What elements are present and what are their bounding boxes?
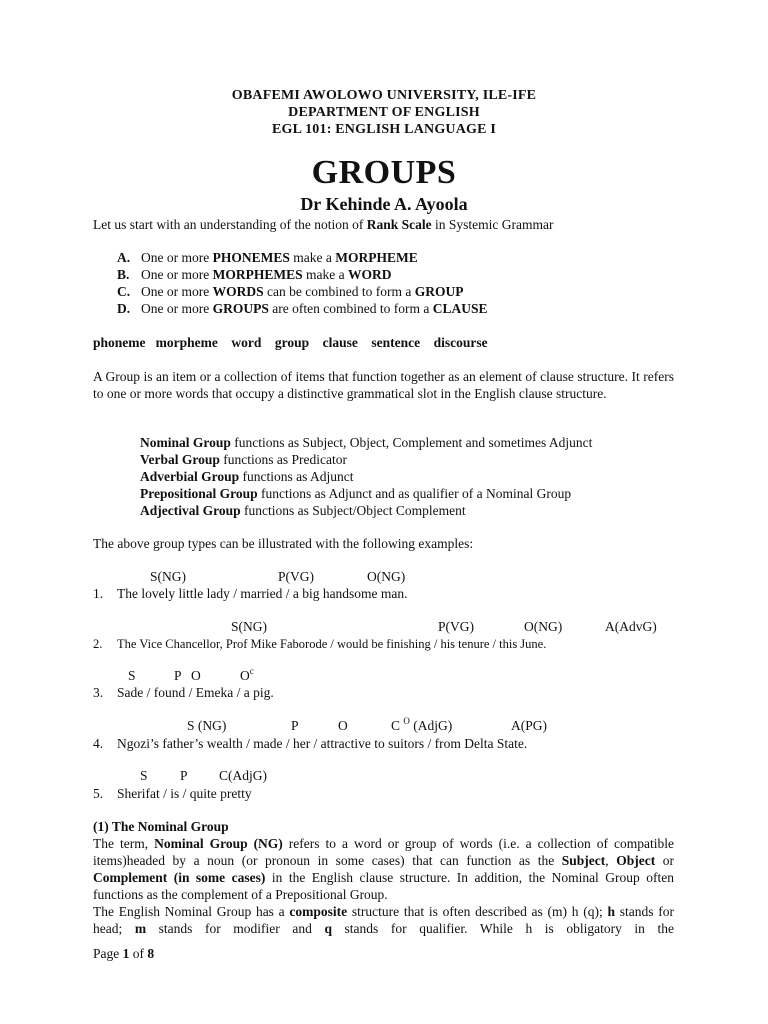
example-4: 4. Ngozi’s father’s wealth / made / her / attractive to suitors / from Delta State. bbox=[93, 736, 528, 751]
group-type-adjectival: Adjectival Group functions as Subject/Object Complement bbox=[140, 503, 466, 518]
group-type-nominal: Nominal Group functions as Subject, Object, Complement and sometimes Adjunct bbox=[140, 435, 593, 450]
rank-item-d: D. One or more GROUPS are often combined to form a CLAUSE bbox=[117, 301, 488, 316]
rank-item-c: C. One or more WORDS can be combined to form a GROUP bbox=[117, 284, 464, 299]
example-2-label-a: A(AdvG) bbox=[605, 619, 657, 634]
rank-item-a: A. One or more PHONEMES make a MORPHEME bbox=[117, 250, 418, 265]
university-name: OBAFEMI AWOLOWO UNIVERSITY, ILE-IFE bbox=[231, 88, 537, 103]
example-1-label-s: S(NG) bbox=[150, 569, 186, 584]
page-title: GROUPS bbox=[311, 154, 457, 191]
group-type-verbal: Verbal Group functions as Predicator bbox=[140, 452, 347, 467]
example-3: 3. Sade / found / Emeka / a pig. bbox=[93, 685, 274, 700]
example-4-label-c: C $^O$ (AdjG) bbox=[391, 716, 453, 733]
course-title: EGL 101: ENGLISH LANGUAGE I bbox=[272, 122, 496, 137]
group-type-prepositional: Prepositional Group functions as Adjunct and as qualifier of a Nominal Group bbox=[140, 486, 572, 501]
example-4-label-a: A(PG) bbox=[511, 718, 547, 733]
example-1-label-o: O(NG) bbox=[367, 569, 406, 584]
group-type-adverbial: Adverbial Group functions as Adjunct bbox=[140, 469, 354, 484]
nominal-group-paragraph: The term, Nominal Group (NG) refers to a word or group of words (i.e. a collection of compatible items)headed by a noun (or pronoun in some cases) that can function as the Subject, Object or Complement (in some cases) in the English clause structure. In addition, the Nominal Group often functions as the complement of a Prepositional Group. bbox=[93, 836, 674, 902]
example-4-label-p: P bbox=[291, 718, 299, 733]
example-5-label-c: C(AdjG) bbox=[219, 768, 267, 783]
example-2: 2. The Vice Chancellor, Prof Mike Faborode / would be finishing / his tenure / this June. bbox=[93, 637, 547, 651]
example-4-label-o: O bbox=[338, 718, 348, 733]
example-3-label-o: O bbox=[191, 668, 201, 683]
example-3-label-s: S bbox=[128, 668, 136, 683]
example-1: 1. The lovely little lady / married / a big handsome man. bbox=[93, 586, 408, 601]
structure-paragraph: The English Nominal Group has a composite structure that is often described as (m) h (q); h stands for head; m stands for modifier and q stands for qualifier. While h is obligatory in the bbox=[93, 904, 675, 936]
page-number: Page 1 of 8 bbox=[93, 946, 155, 961]
author: Dr Kehinde A. Ayoola bbox=[300, 194, 468, 214]
group-definition: A Group is an item or a collection of items that function together as an element of clause structure. It refers to one or more words that occupy a distinctive grammatical slot in the English clause structure. bbox=[93, 369, 674, 401]
department-name: DEPARTMENT OF ENGLISH bbox=[288, 105, 480, 120]
rank-scale: phoneme morpheme word group clause sentence discourse bbox=[93, 335, 488, 350]
example-2-label-p: P(VG) bbox=[438, 619, 474, 634]
example-5: 5. Sherifat / is / quite pretty bbox=[93, 786, 252, 801]
rank-item-b: B. One or more MORPHEMES make a WORD bbox=[117, 267, 392, 282]
example-1-label-p: P(VG) bbox=[278, 569, 314, 584]
example-5-label-p: P bbox=[180, 768, 188, 783]
example-4-label-s: S (NG) bbox=[187, 718, 227, 733]
example-3-label-oc: $O^c$ bbox=[240, 666, 254, 683]
example-2-label-o: O(NG) bbox=[524, 619, 563, 634]
examples-intro: The above group types can be illustrated with the following examples: bbox=[93, 536, 474, 551]
example-5-label-s: S bbox=[140, 768, 148, 783]
example-3-label-p: P bbox=[174, 668, 182, 683]
intro-text: Let us start with an understanding of the notion of Rank Scale in Systemic Grammar bbox=[93, 217, 554, 232]
example-2-label-s: S(NG) bbox=[231, 619, 267, 634]
section-heading: (1) The Nominal Group bbox=[93, 819, 229, 834]
